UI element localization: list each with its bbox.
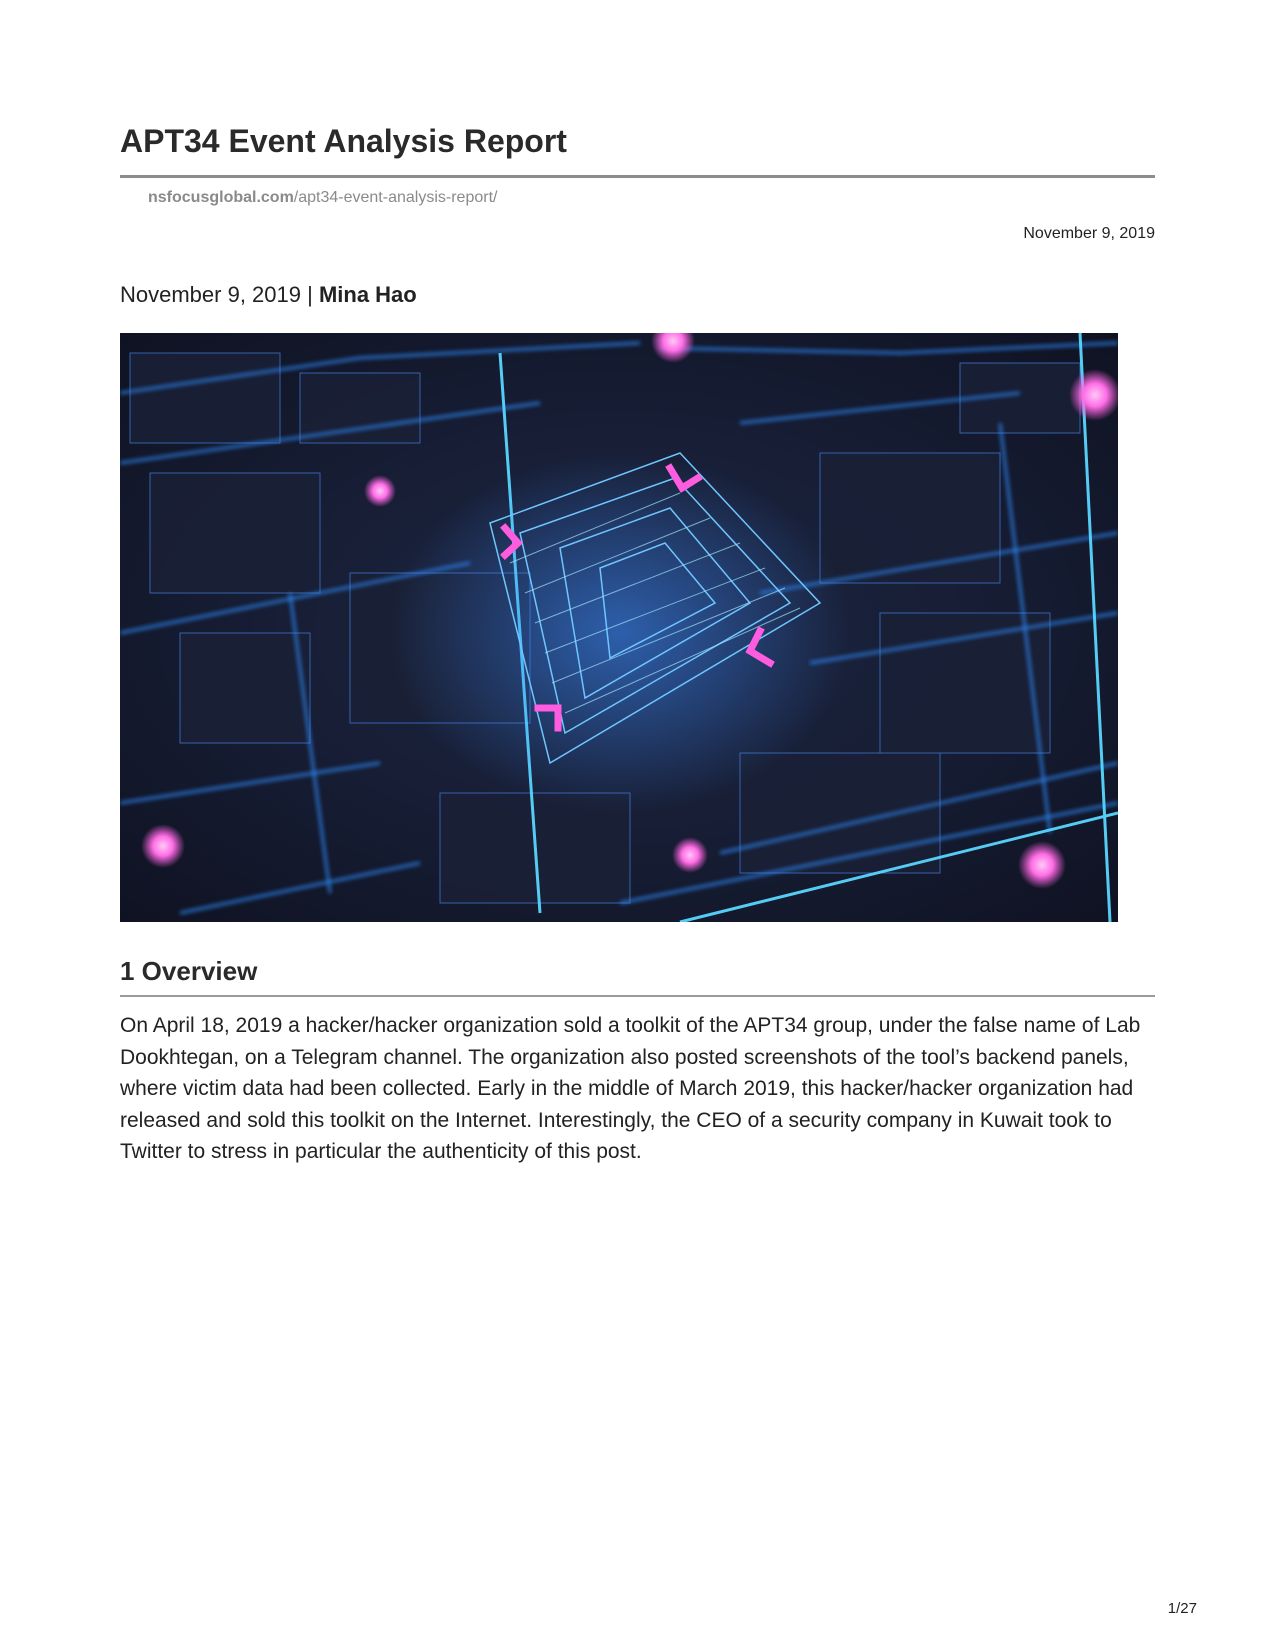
section-heading: 1 Overview xyxy=(120,956,258,986)
section-divider xyxy=(120,995,1155,997)
title-divider xyxy=(120,175,1155,178)
byline-date: November 9, 2019 | xyxy=(120,282,319,307)
page-title: APT34 Event Analysis Report xyxy=(120,123,567,159)
byline-author: Mina Hao xyxy=(318,282,417,307)
page-number: 1/27 xyxy=(1167,1600,1197,1617)
byline xyxy=(120,282,417,308)
header-date: November 9, 2019 xyxy=(1023,225,1155,242)
overview-paragraph: On April 18, 2019 a hacker/hacker organization sold a toolkit of the APT34 group, under the false name of Lab Dookhtegan, on a Telegram channel. The organization also posted screenshots of the tool’s backend panels, where victim data had been collected. Early in the middle of March 2019, this hacker/hacker organization had released and sold this toolkit on the Internet. Interestingly, the CEO of a security company in Kuwait took to Twitter to stress in particular the authenticity of this post. xyxy=(120,1014,1141,1163)
source-domain: nsfocusglobal.com xyxy=(148,189,294,206)
source-url[interactable] xyxy=(148,188,497,208)
source-path: /apt34-event-analysis-report/ xyxy=(293,189,498,206)
hero-image xyxy=(120,333,1118,922)
